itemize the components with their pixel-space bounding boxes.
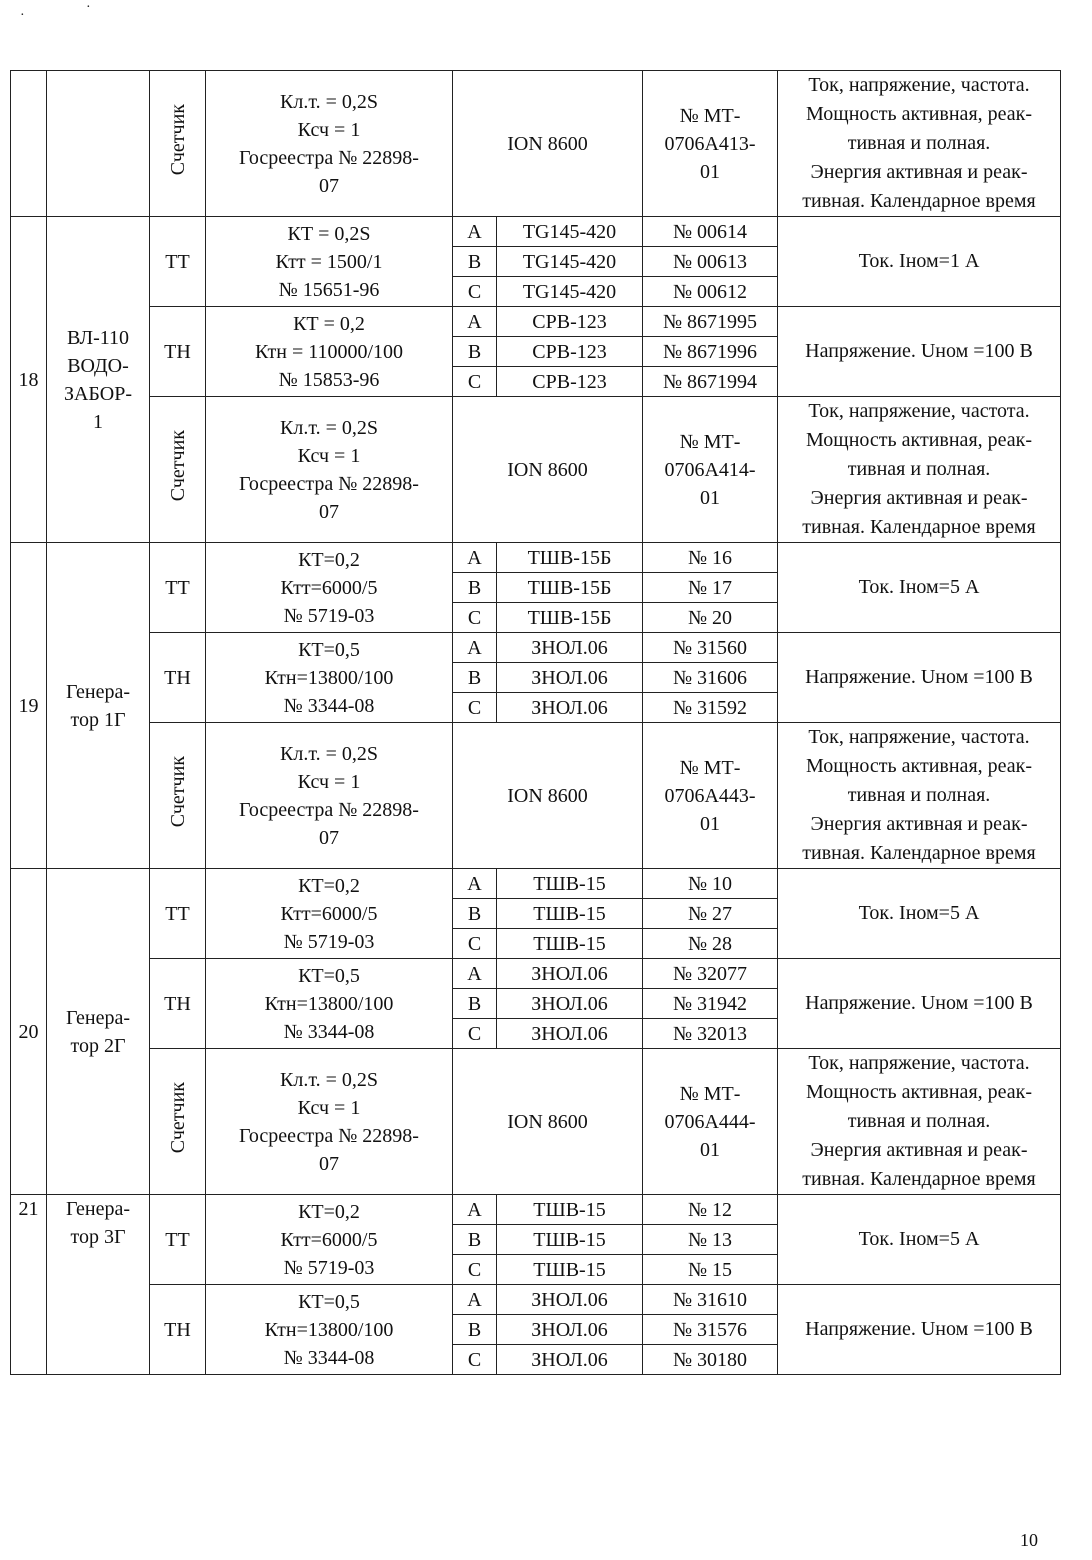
tn-spec-line: № 3344-08 <box>283 1346 375 1369</box>
meter-label: Счетчик <box>166 755 189 828</box>
device-serial: № 32013 <box>643 1019 778 1049</box>
device-type: СРВ-123 <box>497 367 643 397</box>
tt-description: Ток. Iном=5 А <box>778 869 1061 959</box>
device-type: ТШВ-15Б <box>497 543 643 573</box>
meter-spec <box>206 71 453 217</box>
meter-spec-line: Ксч = 1 <box>297 1096 361 1119</box>
group-number: 21 <box>11 1195 47 1375</box>
tt-spec-line: Ктт=6000/5 <box>280 576 378 599</box>
tn-spec-line: № 3344-08 <box>283 1020 375 1043</box>
tn-spec <box>206 633 453 723</box>
meter-spec-line: Кл.т. = 0,2S <box>280 742 378 765</box>
scan-speck: · <box>20 8 25 23</box>
tn-spec <box>206 307 453 397</box>
tn-spec-line: № 3344-08 <box>283 694 375 717</box>
meter-type: ION 8600 <box>453 723 643 869</box>
tt-label: ТТ <box>150 543 206 633</box>
device-type: ТШВ-15Б <box>497 603 643 633</box>
device-type: ЗНОЛ.06 <box>497 633 643 663</box>
group-name <box>47 217 150 543</box>
tn-spec-line: Ктн=13800/100 <box>264 1318 394 1341</box>
meter-description-line: Мощность активная, реак- <box>806 429 1033 451</box>
meter-label-cell <box>150 1049 206 1195</box>
phase-letter: В <box>453 1225 497 1255</box>
meter-description-line: Ток, напряжение, частота. <box>808 726 1030 748</box>
meter-spec <box>206 1049 453 1195</box>
tt-description: Ток. Iном=5 А <box>778 543 1061 633</box>
meter-spec-line: 07 <box>319 826 339 849</box>
tt-phase-row <box>11 543 1061 573</box>
phase-letter: В <box>453 1315 497 1345</box>
device-serial: № 20 <box>643 603 778 633</box>
device-type: TG145-420 <box>497 277 643 307</box>
meter-spec <box>206 397 453 543</box>
tn-phase-row <box>11 959 1061 989</box>
meter-serial <box>643 397 778 543</box>
tt-label: ТТ <box>150 217 206 307</box>
group-name-line: тор 2Г <box>70 1034 126 1057</box>
meter-description-line: тивная и полная. <box>847 132 991 154</box>
device-type: ЗНОЛ.06 <box>497 1315 643 1345</box>
meter-label-cell <box>150 723 206 869</box>
meter-serial-line: № МТ- <box>679 104 741 127</box>
meter-description-line: тивная. Календарное время <box>802 1168 1036 1190</box>
tt-spec <box>206 1195 453 1285</box>
tt-spec-line: № 5719-03 <box>283 1256 375 1279</box>
phase-letter: В <box>453 989 497 1019</box>
meter-serial <box>643 723 778 869</box>
phase-letter: С <box>453 603 497 633</box>
tn-spec-line: № 15853-96 <box>278 368 380 391</box>
group-name-line: Генера- <box>65 1198 131 1220</box>
meter-description-line: Ток, напряжение, частота. <box>808 1052 1030 1074</box>
meter-serial-line: 01 <box>700 1138 721 1161</box>
tt-spec <box>206 543 453 633</box>
group-name-line: Генера- <box>65 680 131 703</box>
phase-letter: А <box>453 1285 497 1315</box>
tn-description: Напряжение. Uном =100 В <box>778 633 1061 723</box>
device-serial: № 8671996 <box>643 337 778 367</box>
device-type: ЗНОЛ.06 <box>497 959 643 989</box>
phase-letter: А <box>453 959 497 989</box>
continued-meter-row <box>11 71 1061 217</box>
meter-description <box>778 723 1061 869</box>
tn-label: ТН <box>150 959 206 1049</box>
meter-label: Счетчик <box>166 429 189 502</box>
tt-spec-line: КТ=0,2 <box>298 548 360 571</box>
meter-spec-line: Госреестра № 22898- <box>239 1124 419 1147</box>
meter-description-line: тивная и полная. <box>847 784 991 806</box>
meter-serial-line: № МТ- <box>679 1082 741 1105</box>
meter-row <box>11 723 1061 869</box>
meter-description-line: тивная и полная. <box>847 1110 991 1132</box>
group-name-line: ВОДО- <box>67 354 129 377</box>
tt-description: Ток. Iном=5 А <box>778 1195 1061 1285</box>
meter-spec <box>206 723 453 869</box>
meter-serial-line: № МТ- <box>679 430 741 453</box>
device-serial: № 31610 <box>643 1285 778 1315</box>
tn-spec <box>206 959 453 1049</box>
meter-type: ION 8600 <box>453 1049 643 1195</box>
device-serial: № 13 <box>643 1225 778 1255</box>
tt-description: Ток. Iном=1 А <box>778 217 1061 307</box>
meter-description <box>778 71 1061 217</box>
device-serial: № 15 <box>643 1255 778 1285</box>
group-number: 20 <box>11 869 47 1195</box>
device-serial: № 16 <box>643 543 778 573</box>
device-serial: № 10 <box>643 869 778 899</box>
meter-spec-line: Госреестра № 22898- <box>239 798 419 821</box>
meter-spec-line: Госреестра № 22898- <box>239 146 419 169</box>
meter-description-line: Энергия активная и реак- <box>810 1139 1028 1161</box>
phase-letter: С <box>453 1255 497 1285</box>
meter-description-line: Энергия активная и реак- <box>810 813 1028 835</box>
group-name-line: ВЛ-110 <box>66 326 130 349</box>
phase-letter: А <box>453 307 497 337</box>
tt-spec-line: № 15651-96 <box>278 278 380 301</box>
phase-letter: А <box>453 633 497 663</box>
group-name-line: тор 3Г <box>70 1226 126 1248</box>
meter-label-cell <box>150 397 206 543</box>
tt-spec <box>206 869 453 959</box>
device-serial: № 8671994 <box>643 367 778 397</box>
device-type: ТШВ-15 <box>497 1255 643 1285</box>
tn-phase-row <box>11 633 1061 663</box>
tt-spec-line: КТ = 0,2S <box>287 222 371 245</box>
tn-spec-line: Ктн=13800/100 <box>264 666 394 689</box>
device-type: ЗНОЛ.06 <box>497 1345 643 1375</box>
group-name-line: ЗАБОР- <box>63 382 133 405</box>
group-name-line: тор 1Г <box>70 708 126 731</box>
device-serial: № 30180 <box>643 1345 778 1375</box>
meter-spec-line: 07 <box>319 500 339 523</box>
meter-spec-line: Кл.т. = 0,2S <box>280 90 378 113</box>
group-name <box>47 1195 150 1375</box>
phase-letter: В <box>453 573 497 603</box>
tt-spec-line: № 5719-03 <box>283 930 375 953</box>
meter-description-line: тивная. Календарное время <box>802 190 1036 212</box>
device-serial: № 31560 <box>643 633 778 663</box>
device-type: ТШВ-15 <box>497 1195 643 1225</box>
device-serial: № 8671995 <box>643 307 778 337</box>
phase-letter: А <box>453 217 497 247</box>
phase-letter: С <box>453 1019 497 1049</box>
meter-description-line: Мощность активная, реак- <box>806 755 1033 777</box>
meter-type: ION 8600 <box>453 71 643 217</box>
meter-serial <box>643 71 778 217</box>
meter-row <box>11 397 1061 543</box>
tn-label: ТН <box>150 307 206 397</box>
phase-letter: В <box>453 247 497 277</box>
device-serial: № 00612 <box>643 277 778 307</box>
tn-spec-line: КТ=0,5 <box>298 1290 360 1313</box>
device-type: ЗНОЛ.06 <box>497 989 643 1019</box>
meter-spec-line: 07 <box>319 1152 339 1175</box>
meter-spec-line: 07 <box>319 174 339 197</box>
device-serial: № 31942 <box>643 989 778 1019</box>
group-number: 19 <box>11 543 47 869</box>
meter-serial-line: 0706А414- <box>664 458 756 481</box>
meter-label-cell <box>150 71 206 217</box>
meter-row <box>11 1049 1061 1195</box>
device-type: TG145-420 <box>497 247 643 277</box>
meter-description-line: тивная. Календарное время <box>802 516 1036 538</box>
device-type: ЗНОЛ.06 <box>497 1019 643 1049</box>
meter-serial-line: 01 <box>700 160 721 183</box>
phase-letter: В <box>453 337 497 367</box>
meter-serial-line: № МТ- <box>679 756 741 779</box>
device-serial: № 12 <box>643 1195 778 1225</box>
meter-spec-line: Ксч = 1 <box>297 444 361 467</box>
phase-letter: В <box>453 899 497 929</box>
device-serial: № 31592 <box>643 693 778 723</box>
meter-description <box>778 397 1061 543</box>
device-serial: № 31576 <box>643 1315 778 1345</box>
meter-description-line: Мощность активная, реак- <box>806 1081 1033 1103</box>
tn-label: ТН <box>150 1285 206 1375</box>
tn-spec-line: КТ=0,5 <box>298 964 360 987</box>
meter-spec-line: Ксч = 1 <box>297 118 361 141</box>
group-name <box>47 543 150 869</box>
tt-phase-row <box>11 869 1061 899</box>
meter-type: ION 8600 <box>453 397 643 543</box>
phase-letter: С <box>453 929 497 959</box>
device-serial: № 27 <box>643 899 778 929</box>
phase-letter: С <box>453 277 497 307</box>
phase-letter: С <box>453 693 497 723</box>
group-name-line: 1 <box>93 410 103 433</box>
tt-spec-line: Ктт=6000/5 <box>280 1228 378 1251</box>
tn-spec-line: Ктн = 110000/100 <box>254 340 404 363</box>
scan-speck: · <box>86 0 91 15</box>
tn-label: ТН <box>150 633 206 723</box>
tt-label: ТТ <box>150 1195 206 1285</box>
page-number: 10 <box>1020 1530 1038 1550</box>
device-serial: № 17 <box>643 573 778 603</box>
meter-label: Счетчик <box>166 103 189 176</box>
phase-letter: С <box>453 367 497 397</box>
group-number: 18 <box>11 217 47 543</box>
meter-serial-line: 01 <box>700 812 721 835</box>
tt-phase-row <box>11 217 1061 247</box>
meter-spec-line: Кл.т. = 0,2S <box>280 1068 378 1091</box>
meter-serial-line: 0706А413- <box>664 132 756 155</box>
meter-description-line: Мощность активная, реак- <box>806 103 1033 125</box>
meter-serial <box>643 1049 778 1195</box>
name-cell-empty <box>47 71 150 217</box>
tt-spec-line: № 5719-03 <box>283 604 375 627</box>
num-cell-empty <box>11 71 47 217</box>
phase-letter: А <box>453 869 497 899</box>
phase-letter: А <box>453 543 497 573</box>
meter-description-line: тивная и полная. <box>847 458 991 480</box>
tn-phase-row <box>11 1285 1061 1315</box>
device-serial: № 00614 <box>643 217 778 247</box>
tt-spec-line: КТ=0,2 <box>298 874 360 897</box>
device-type: ЗНОЛ.06 <box>497 1285 643 1315</box>
meter-label: Счетчик <box>166 1081 189 1154</box>
meter-spec-line: Ксч = 1 <box>297 770 361 793</box>
equipment-table <box>10 70 1061 1375</box>
tt-spec <box>206 217 453 307</box>
device-type: ТШВ-15 <box>497 869 643 899</box>
meter-serial-line: 01 <box>700 486 721 509</box>
phase-letter: С <box>453 1345 497 1375</box>
tt-spec-line: Ктт=6000/5 <box>280 902 378 925</box>
meter-description-line: Энергия активная и реак- <box>810 161 1028 183</box>
device-type: ТШВ-15 <box>497 929 643 959</box>
tn-spec-line: КТ = 0,2 <box>293 312 365 335</box>
tt-spec-line: Ктт = 1500/1 <box>275 250 383 273</box>
tn-description: Напряжение. Uном =100 В <box>778 959 1061 1049</box>
device-type: ТШВ-15 <box>497 1225 643 1255</box>
tn-phase-row <box>11 307 1061 337</box>
group-name-line: Генера- <box>65 1006 131 1029</box>
meter-description-line: Ток, напряжение, частота. <box>808 74 1030 96</box>
device-type: TG145-420 <box>497 217 643 247</box>
meter-description-line: тивная. Календарное время <box>802 842 1036 864</box>
meter-description-line: Энергия активная и реак- <box>810 487 1028 509</box>
device-type: СРВ-123 <box>497 307 643 337</box>
phase-letter: А <box>453 1195 497 1225</box>
tn-description: Напряжение. Uном =100 В <box>778 1285 1061 1375</box>
tn-spec-line: КТ=0,5 <box>298 638 360 661</box>
device-serial: № 28 <box>643 929 778 959</box>
phase-letter: В <box>453 663 497 693</box>
tn-spec-line: Ктн=13800/100 <box>264 992 394 1015</box>
tt-spec-line: КТ=0,2 <box>298 1200 360 1223</box>
device-type: ТШВ-15 <box>497 899 643 929</box>
meter-description-line: Ток, напряжение, частота. <box>808 400 1030 422</box>
device-type: ЗНОЛ.06 <box>497 663 643 693</box>
meter-serial-line: 0706А443- <box>664 784 756 807</box>
device-type: СРВ-123 <box>497 337 643 367</box>
tn-spec <box>206 1285 453 1375</box>
meter-spec-line: Госреестра № 22898- <box>239 472 419 495</box>
device-serial: № 00613 <box>643 247 778 277</box>
group-name <box>47 869 150 1195</box>
meter-spec-line: Кл.т. = 0,2S <box>280 416 378 439</box>
device-serial: № 32077 <box>643 959 778 989</box>
tt-label: ТТ <box>150 869 206 959</box>
meter-description <box>778 1049 1061 1195</box>
device-serial: № 31606 <box>643 663 778 693</box>
tn-description: Напряжение. Uном =100 В <box>778 307 1061 397</box>
tt-phase-row <box>11 1195 1061 1225</box>
device-type: ТШВ-15Б <box>497 573 643 603</box>
device-type: ЗНОЛ.06 <box>497 693 643 723</box>
meter-serial-line: 0706А444- <box>664 1110 756 1133</box>
